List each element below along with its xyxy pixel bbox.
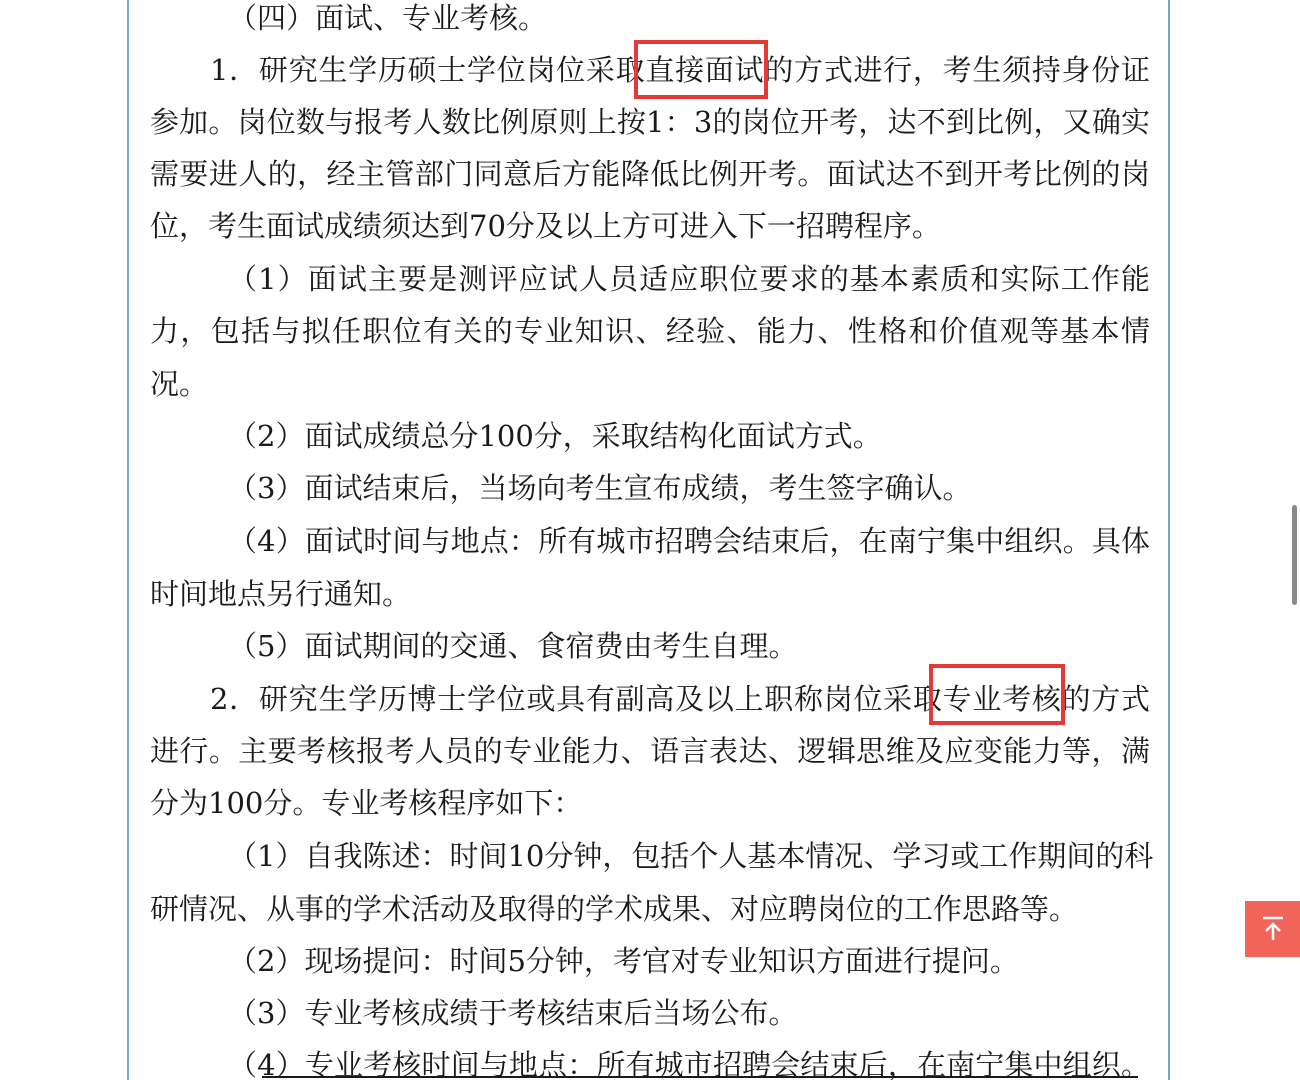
paragraph-line: （4）专业考核时间与地点：所有城市招聘会结束后，在南宁集中组织。: [228, 1048, 1150, 1080]
scrollbar-thumb[interactable]: [1292, 505, 1297, 605]
paragraph-line: （2）现场提问：时间5分钟，考官对专业知识方面进行提问。: [228, 944, 1019, 978]
paragraph-line: 参加。岗位数与报考人数比例原则上按1：3的岗位开考，达不到比例，又确实: [150, 105, 1150, 139]
back-to-top-button[interactable]: [1245, 901, 1300, 957]
paragraph-line: 分为100分。专业考核程序如下：: [150, 786, 583, 820]
paragraph-line: 力，包括与拟任职位有关的专业知识、经验、能力、性格和价值观等基本情: [150, 314, 1150, 348]
paragraph-line: （2）面试成绩总分100分，采取结构化面试方式。: [228, 419, 882, 453]
paragraph-line: （5）面试期间的交通、食宿费由考生自理。: [228, 629, 798, 663]
paragraph-line: 况。: [150, 367, 209, 401]
paragraph-line: 位，考生面试成绩须达到70分及以上方可进入下一招聘程序。: [150, 209, 941, 243]
paragraph-line: （1）面试主要是测评应试人员适应职位要求的基本素质和实际工作能: [228, 262, 1150, 296]
paragraph-line: （3）专业考核成绩于考核结束后当场公布。: [228, 996, 798, 1030]
section-heading: （四）面试、专业考核。: [228, 1, 548, 35]
paragraph-line: 2．研究生学历博士学位或具有副高及以上职称岗位采取专业考核的方式: [210, 682, 1150, 716]
arrow-up-to-line-icon: [1261, 916, 1285, 942]
paragraph-line: 1．研究生学历硕士学位岗位采取直接面试的方式进行，考生须持身份证: [210, 53, 1150, 87]
paragraph-line: 需要进人的，经主管部门同意后方能降低比例开考。面试达不到开考比例的岗: [150, 157, 1150, 191]
paragraph-line: （4）面试时间与地点：所有城市招聘会结束后，在南宁集中组织。具体: [228, 524, 1150, 558]
text-underline: [262, 1076, 1138, 1078]
paragraph-line: 进行。主要考核报考人员的专业能力、语言表达、逻辑思维及应变能力等，满: [150, 734, 1150, 768]
paragraph-line: 时间地点另行通知。: [150, 577, 412, 611]
paragraph-line: （3）面试结束后，当场向考生宣布成绩，考生签字确认。: [228, 471, 972, 505]
paragraph-line: （1）自我陈述：时间10分钟，包括个人基本情况、学习或工作期间的科: [228, 839, 1154, 873]
paragraph-line: 研情况、从事的学术活动及取得的学术成果、对应聘岗位的工作思路等。: [150, 892, 1079, 926]
